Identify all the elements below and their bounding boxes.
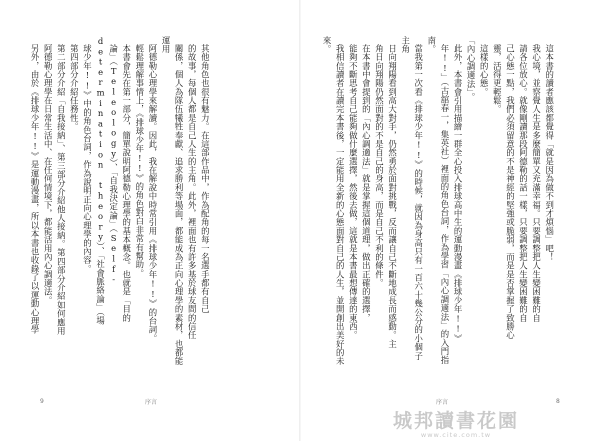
left-page [28, 36, 280, 366]
paragraph: 年!!」（古舘春一，集英社）裡面的角色台詞，作為學習「內心調適法」的入門指南。 [426, 36, 450, 365]
paragraph: 第四部分介紹任務性。 [69, 44, 80, 132]
paragraph: 阿德勒心理學來解讀。因此，我在解說中時常引用《排球少年!!》的台詞。 [147, 44, 158, 344]
paragraph: 本書會先在第一部分，簡單說明阿德勒心理學的基本概念。也就是「目的 [121, 44, 132, 323]
paragraph: 能夠不斷思考自己能夠做什麼選擇，然後去做，這就是本書最想傳達的東西。 [348, 44, 359, 340]
paragraph: 的故事，每個人都是自己人生的主角。此外，裡面也有許多基於球友間的信任 [187, 44, 198, 340]
watermark-title: 城邦讀書花園 [392, 410, 519, 432]
paragraph: 此外，本書會引用描繪一群全心投入排球高中生的運動漫畫《排球少年!!》 [453, 44, 464, 344]
paragraph: 「內心調適法」。 [466, 36, 477, 102]
right-page-text [320, 36, 556, 366]
right-page [320, 36, 572, 366]
paragraph: 我心境，並察覺人生是多麼簡單又充滿幸福。只要調整把人生變困難的自 [531, 44, 542, 323]
paragraph: 角日向翔陽仍然面對的不是自己的身高，而是自己不利的條件。 [374, 44, 385, 288]
paragraph: 請各位放心。就像剛讀那段阿德勒的話一樣，只要調整把人生變困難的自 [518, 44, 529, 323]
paragraph: 阿德勒心理學在日常生活中、在任何情境下，都能活用內心調適法。 [43, 44, 54, 306]
paragraph: 這本書的讀者應該都覺得「就是因為做不到才煩惱」吧！ [544, 44, 555, 262]
paragraph: 論」（Teleology）、「自我決定論」（Self-determination theory）、「社會脈絡論」（場 [95, 36, 119, 326]
paragraph: 第二部分介紹「自我接納」、第三部分介紹他人接納。第四部分介紹如何應用 [56, 44, 67, 336]
running-head-right: 序言 [436, 399, 449, 406]
paragraph: 在本書中會提到的「內心調適法」就是掌握這個道理，做出正確的選擇， [361, 44, 372, 323]
paragraph: 當我第一次看《排球少年!!》的時候，就因為身高只有一百六十幾公分的小個子主角 [400, 36, 424, 361]
paragraph: 另外，由於《排球少年!!》是運動漫畫，所以本書也收錄了以運動心理學 [30, 44, 41, 335]
left-page-text [28, 36, 211, 366]
paragraph: 球少年!!》中的角色台詞，作為說明正向心理學的內容。 [82, 44, 93, 274]
page-number-right: 8 [556, 398, 560, 405]
paragraph: 己心態一點，我們必須留意的不是神經的堅強或脆弱，而是是否掌握了致勝心 [505, 44, 516, 340]
paragraph: 輕鬆理解事情上，《排球少年!!》的角色對白非常有幫助。 [134, 44, 145, 279]
paragraph: 關係，個人為隊伍犧牲奉獻、追求勝利等場面，都能成為正向心理學的素材，也都能運用 [161, 36, 185, 366]
running-head-left: 序言 [145, 399, 158, 406]
paragraph: 這樣的心態。 [479, 44, 490, 97]
paragraph: 日向翔陽看到高大對手，仍然勇於面對挑戰，反而讓自己不斷地成長而感動。主 [387, 44, 398, 349]
page-gutter [299, 0, 301, 441]
paragraph: 我相信讀者在讀完本書後，一定能用全新的心態面對自己的人生，並開創出美好的未來。 [322, 36, 346, 366]
paragraph: 靈，活得更輕鬆。 [492, 44, 503, 114]
page-number-left: 9 [40, 398, 44, 405]
watermark [333, 411, 579, 439]
paragraph: 其他角色也很有魅力。在這部作品中，作為配角的每一名選手都有自己 [200, 44, 211, 314]
watermark-url: www.cite.com.tw [420, 431, 492, 439]
